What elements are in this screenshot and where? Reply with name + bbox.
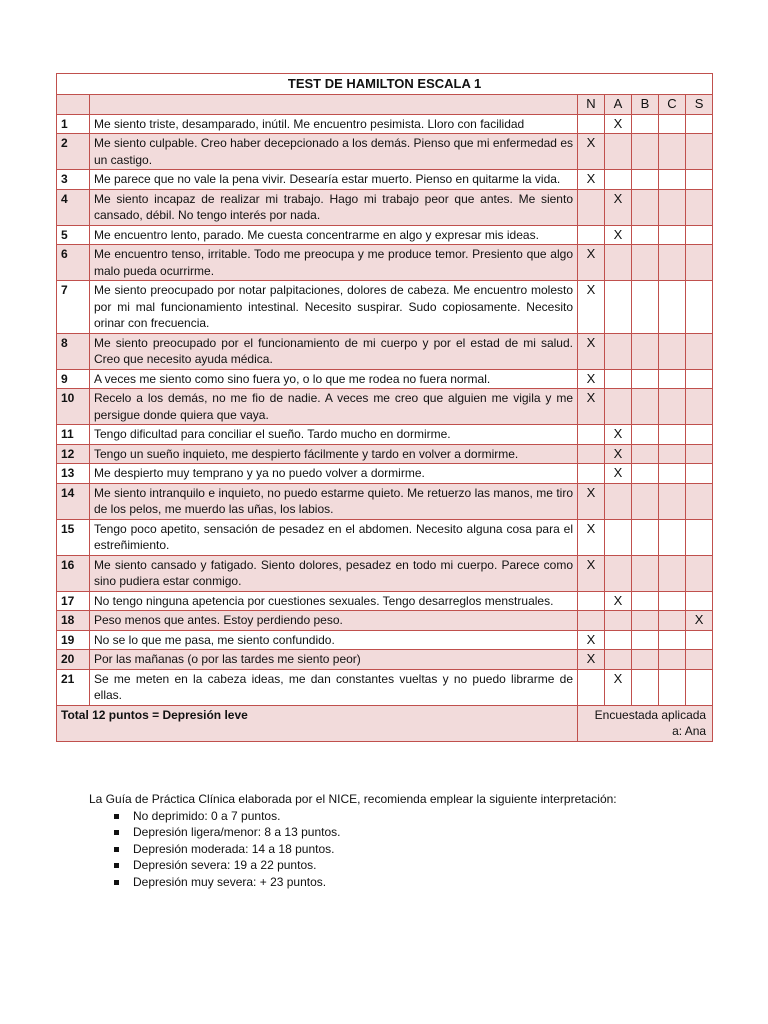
mark-cell-n: X xyxy=(578,134,605,170)
mark-cell-c xyxy=(659,555,686,591)
mark-cell-b xyxy=(632,369,659,389)
mark-cell-a: X xyxy=(605,669,632,705)
mark-cell-n: X xyxy=(578,333,605,369)
mark-cell-a xyxy=(605,369,632,389)
mark-cell-c xyxy=(659,245,686,281)
respondent-label: Encuestada aplicada a: Ana xyxy=(578,705,713,741)
mark-cell-a xyxy=(605,389,632,425)
mark-cell-a xyxy=(605,134,632,170)
mark-cell-b xyxy=(632,333,659,369)
mark-cell-n: X xyxy=(578,650,605,670)
mark-cell-n: X xyxy=(578,245,605,281)
item-description: Me despierto muy temprano y ya no puedo volver a dormirme. xyxy=(90,464,578,484)
mark-cell-n: X xyxy=(578,389,605,425)
mark-cell-a: X xyxy=(605,464,632,484)
mark-cell-c xyxy=(659,425,686,445)
table-row xyxy=(57,555,713,591)
item-description: Me siento triste, desamparado, inútil. Me encuentro pesimista. Lloro con facilidad xyxy=(90,114,578,134)
mark-cell-c xyxy=(659,591,686,611)
mark-cell-c xyxy=(659,519,686,555)
mark-cell-n: X xyxy=(578,483,605,519)
interpretation-item: Depresión severa: 19 a 22 puntos. xyxy=(89,857,679,874)
mark-cell-c xyxy=(659,134,686,170)
mark-cell-c xyxy=(659,281,686,334)
item-number: 12 xyxy=(57,444,90,464)
item-number: 5 xyxy=(57,225,90,245)
mark-cell-c xyxy=(659,170,686,190)
mark-cell-s xyxy=(686,464,713,484)
interpretation-item: No deprimido: 0 a 7 puntos. xyxy=(89,808,679,825)
mark-cell-b xyxy=(632,189,659,225)
mark-cell-b xyxy=(632,425,659,445)
mark-cell-n xyxy=(578,591,605,611)
table-row xyxy=(57,333,713,369)
item-description: No se lo que me pasa, me siento confundido. xyxy=(90,630,578,650)
item-number: 2 xyxy=(57,134,90,170)
mark-cell-a xyxy=(605,333,632,369)
mark-cell-a: X xyxy=(605,225,632,245)
mark-cell-c xyxy=(659,444,686,464)
mark-cell-s xyxy=(686,134,713,170)
item-number: 11 xyxy=(57,425,90,445)
mark-cell-n xyxy=(578,189,605,225)
item-number: 4 xyxy=(57,189,90,225)
mark-cell-a xyxy=(605,650,632,670)
header-blank-desc xyxy=(90,95,578,115)
mark-cell-b xyxy=(632,444,659,464)
item-description: Por las mañanas (o por las tardes me siento peor) xyxy=(90,650,578,670)
mark-cell-s: X xyxy=(686,611,713,631)
mark-cell-a xyxy=(605,630,632,650)
table-row xyxy=(57,444,713,464)
mark-cell-s xyxy=(686,369,713,389)
item-number: 1 xyxy=(57,114,90,134)
mark-cell-s xyxy=(686,555,713,591)
mark-cell-n xyxy=(578,444,605,464)
total-score: Total 12 puntos = Depresión leve xyxy=(57,705,578,741)
mark-cell-a xyxy=(605,519,632,555)
mark-cell-n xyxy=(578,669,605,705)
item-number: 7 xyxy=(57,281,90,334)
mark-cell-b xyxy=(632,281,659,334)
mark-cell-c xyxy=(659,114,686,134)
mark-cell-n: X xyxy=(578,630,605,650)
item-description: Tengo un sueño inquieto, me despierto fácilmente y tardo en volver a dormirme. xyxy=(90,444,578,464)
item-description: Me siento incapaz de realizar mi trabajo. Hago mi trabajo peor que antes. Me siento cansado, débil. No tengo interés por nada. xyxy=(90,189,578,225)
item-description: Me encuentro tenso, irritable. Todo me preocupa y me produce temor. Presiento que algo malo pueda ocurrirme. xyxy=(90,245,578,281)
item-number: 16 xyxy=(57,555,90,591)
mark-cell-b xyxy=(632,669,659,705)
mark-cell-b xyxy=(632,245,659,281)
mark-cell-b xyxy=(632,519,659,555)
item-description: Me siento culpable. Creo haber decepcionado a los demás. Pienso que mi enfermedad es un castigo. xyxy=(90,134,578,170)
item-description: Me siento intranquilo e inquieto, no puedo estarme quieto. Me retuerzo las manos, me tiro de los pelos, me muerdo las uñas, los labios. xyxy=(90,483,578,519)
table-row xyxy=(57,389,713,425)
table-row xyxy=(57,669,713,705)
table-row xyxy=(57,281,713,334)
table-row xyxy=(57,650,713,670)
mark-cell-n: X xyxy=(578,555,605,591)
mark-cell-c xyxy=(659,650,686,670)
table-row xyxy=(57,483,713,519)
table-row xyxy=(57,170,713,190)
interpretation-section xyxy=(89,791,679,890)
mark-cell-b xyxy=(632,389,659,425)
table-row xyxy=(57,114,713,134)
item-number: 9 xyxy=(57,369,90,389)
item-description: Tengo dificultad para conciliar el sueño. Tardo mucho en dormirme. xyxy=(90,425,578,445)
table-row xyxy=(57,134,713,170)
mark-cell-b xyxy=(632,134,659,170)
item-number: 14 xyxy=(57,483,90,519)
mark-cell-n: X xyxy=(578,170,605,190)
mark-cell-a xyxy=(605,555,632,591)
table-row xyxy=(57,519,713,555)
item-description: Recelo a los demás, no me fio de nadie. A veces me creo que alguien me vigila y me persigue donde quiera que vaya. xyxy=(90,389,578,425)
mark-cell-b xyxy=(632,170,659,190)
mark-cell-n xyxy=(578,114,605,134)
table-row xyxy=(57,591,713,611)
mark-cell-s xyxy=(686,114,713,134)
mark-cell-c xyxy=(659,369,686,389)
item-number: 15 xyxy=(57,519,90,555)
interpretation-item: Depresión moderada: 14 a 18 puntos. xyxy=(89,841,679,858)
total-row xyxy=(57,705,713,741)
mark-cell-n: X xyxy=(578,369,605,389)
interpretation-item: Depresión ligera/menor: 8 a 13 puntos. xyxy=(89,824,679,841)
mark-cell-c xyxy=(659,483,686,519)
mark-cell-b xyxy=(632,464,659,484)
item-number: 10 xyxy=(57,389,90,425)
mark-cell-c xyxy=(659,669,686,705)
mark-cell-n xyxy=(578,464,605,484)
mark-cell-n: X xyxy=(578,281,605,334)
table-row xyxy=(57,245,713,281)
mark-cell-n xyxy=(578,611,605,631)
interpretation-list xyxy=(89,808,679,891)
mark-cell-a xyxy=(605,245,632,281)
item-number: 19 xyxy=(57,630,90,650)
mark-cell-c xyxy=(659,333,686,369)
table-title: TEST DE HAMILTON ESCALA 1 xyxy=(57,74,713,95)
table-row xyxy=(57,630,713,650)
mark-cell-b xyxy=(632,611,659,631)
mark-cell-n xyxy=(578,425,605,445)
mark-cell-n xyxy=(578,225,605,245)
column-header-b: B xyxy=(632,95,659,115)
mark-cell-s xyxy=(686,425,713,445)
table-row xyxy=(57,369,713,389)
mark-cell-b xyxy=(632,630,659,650)
column-header-row xyxy=(57,95,713,115)
table-row xyxy=(57,225,713,245)
item-description: Me encuentro lento, parado. Me cuesta concentrarme en algo y expresar mis ideas. xyxy=(90,225,578,245)
column-header-c: C xyxy=(659,95,686,115)
interpretation-intro: La Guía de Práctica Clínica elaborada por el NICE, recomienda emplear la siguiente interpretación: xyxy=(89,792,617,806)
table-row xyxy=(57,189,713,225)
table-row xyxy=(57,464,713,484)
hamilton-test-table xyxy=(56,73,713,742)
mark-cell-b xyxy=(632,483,659,519)
mark-cell-c xyxy=(659,389,686,425)
item-number: 8 xyxy=(57,333,90,369)
item-description: Me siento cansado y fatigado. Siento dolores, pesadez en todo mi cuerpo. Parece como sino pudiera estar conmigo. xyxy=(90,555,578,591)
mark-cell-b xyxy=(632,225,659,245)
mark-cell-b xyxy=(632,555,659,591)
mark-cell-s xyxy=(686,483,713,519)
mark-cell-s xyxy=(686,519,713,555)
mark-cell-s xyxy=(686,170,713,190)
item-description: Me siento preocupado por el funcionamiento de mi cuerpo y por el estad de mi salud. Creo que necesito ayuda médica. xyxy=(90,333,578,369)
mark-cell-c xyxy=(659,225,686,245)
item-number: 6 xyxy=(57,245,90,281)
mark-cell-n: X xyxy=(578,519,605,555)
mark-cell-a xyxy=(605,170,632,190)
item-number: 3 xyxy=(57,170,90,190)
mark-cell-c xyxy=(659,630,686,650)
column-header-n: N xyxy=(578,95,605,115)
mark-cell-a: X xyxy=(605,591,632,611)
mark-cell-c xyxy=(659,189,686,225)
mark-cell-b xyxy=(632,650,659,670)
mark-cell-s xyxy=(686,591,713,611)
mark-cell-a: X xyxy=(605,444,632,464)
mark-cell-s xyxy=(686,281,713,334)
item-description: Me siento preocupado por notar palpitaciones, dolores de cabeza. Me encuentro molesto por mi mal funcionamiento intestinal. Necesito suspirar. Sudo copiosamente. Necesito orinar con frecuencia. xyxy=(90,281,578,334)
mark-cell-a: X xyxy=(605,114,632,134)
mark-cell-s xyxy=(686,669,713,705)
table-row xyxy=(57,611,713,631)
mark-cell-a: X xyxy=(605,425,632,445)
mark-cell-a xyxy=(605,483,632,519)
column-header-s: S xyxy=(686,95,713,115)
mark-cell-a xyxy=(605,611,632,631)
item-description: Tengo poco apetito, sensación de pesadez en el abdomen. Necesito alguna cosa para el estreñimiento. xyxy=(90,519,578,555)
item-description: Me parece que no vale la pena vivir. Desearía estar muerto. Pienso en quitarme la vida. xyxy=(90,170,578,190)
mark-cell-s xyxy=(686,245,713,281)
mark-cell-b xyxy=(632,114,659,134)
mark-cell-a xyxy=(605,281,632,334)
mark-cell-s xyxy=(686,189,713,225)
item-description: A veces me siento como sino fuera yo, o lo que me rodea no fuera normal. xyxy=(90,369,578,389)
item-description: Peso menos que antes. Estoy perdiendo peso. xyxy=(90,611,578,631)
item-number: 18 xyxy=(57,611,90,631)
mark-cell-c xyxy=(659,464,686,484)
item-number: 17 xyxy=(57,591,90,611)
item-number: 21 xyxy=(57,669,90,705)
mark-cell-s xyxy=(686,389,713,425)
mark-cell-s xyxy=(686,444,713,464)
item-number: 20 xyxy=(57,650,90,670)
mark-cell-s xyxy=(686,225,713,245)
header-blank-num xyxy=(57,95,90,115)
mark-cell-b xyxy=(632,591,659,611)
mark-cell-s xyxy=(686,650,713,670)
item-number: 13 xyxy=(57,464,90,484)
mark-cell-c xyxy=(659,611,686,631)
table-row xyxy=(57,425,713,445)
interpretation-item: Depresión muy severa: + 23 puntos. xyxy=(89,874,679,891)
mark-cell-s xyxy=(686,630,713,650)
item-description: Se me meten en la cabeza ideas, me dan constantes vueltas y no puedo librarme de ellas. xyxy=(90,669,578,705)
mark-cell-s xyxy=(686,333,713,369)
mark-cell-a: X xyxy=(605,189,632,225)
item-description: No tengo ninguna apetencia por cuestiones sexuales. Tengo desarreglos menstruales. xyxy=(90,591,578,611)
column-header-a: A xyxy=(605,95,632,115)
